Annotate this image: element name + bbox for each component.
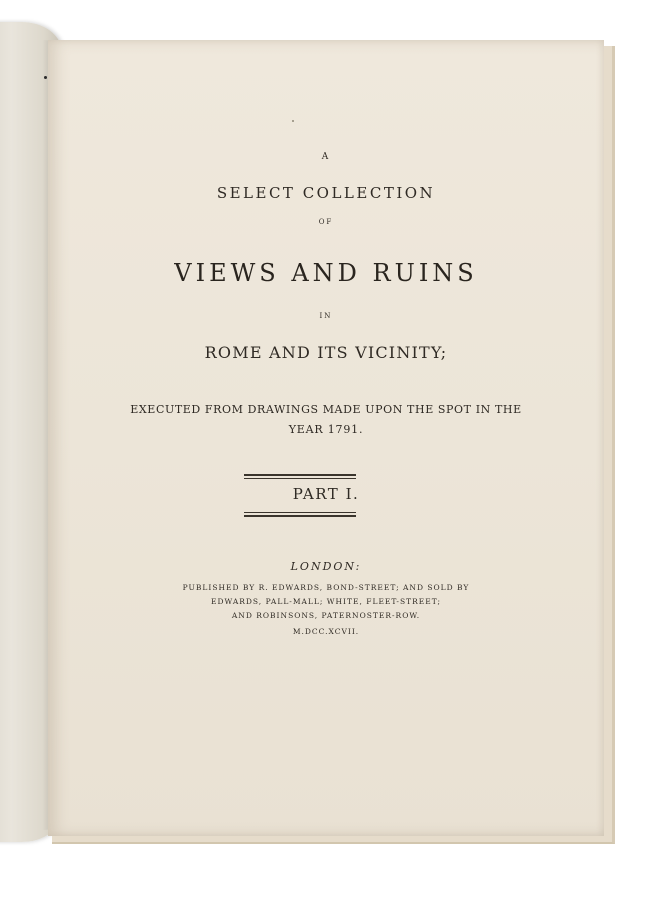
executed-line-2: YEAR 1791. (288, 423, 364, 436)
part-label: PART I. (292, 485, 360, 503)
imprint-date: M.DCC.XCVII. (292, 627, 360, 636)
main-title: VIEWS AND RUINS (174, 259, 478, 287)
rule-top-thick (244, 474, 356, 476)
imprint-city: LONDON: (290, 560, 362, 573)
title-in: IN (319, 312, 333, 320)
title-place: ROME AND ITS VICINITY; (204, 343, 448, 362)
title-of: OF (318, 218, 334, 226)
imprint-line-1: PUBLISHED BY R. EDWARDS, BOND-STREET; AND SOLD BY (182, 583, 470, 592)
binding-mark (44, 76, 47, 79)
title-page (48, 40, 604, 836)
paper-speck (292, 120, 294, 122)
rule-bottom-thick (244, 515, 356, 517)
rule-top-thin (244, 478, 356, 479)
imprint-line-2: EDWARDS, PALL-MALL; WHITE, FLEET-STREET; (211, 597, 441, 606)
title-select-collection: SELECT COLLECTION (216, 184, 436, 202)
executed-line-1: EXECUTED FROM DRAWINGS MADE UPON THE SPOT IN THE (130, 403, 522, 416)
imprint-line-3: AND ROBINSONS, PATERNOSTER-ROW. (231, 611, 421, 620)
rule-bottom-thin (244, 512, 356, 513)
title-article: A (321, 152, 331, 162)
